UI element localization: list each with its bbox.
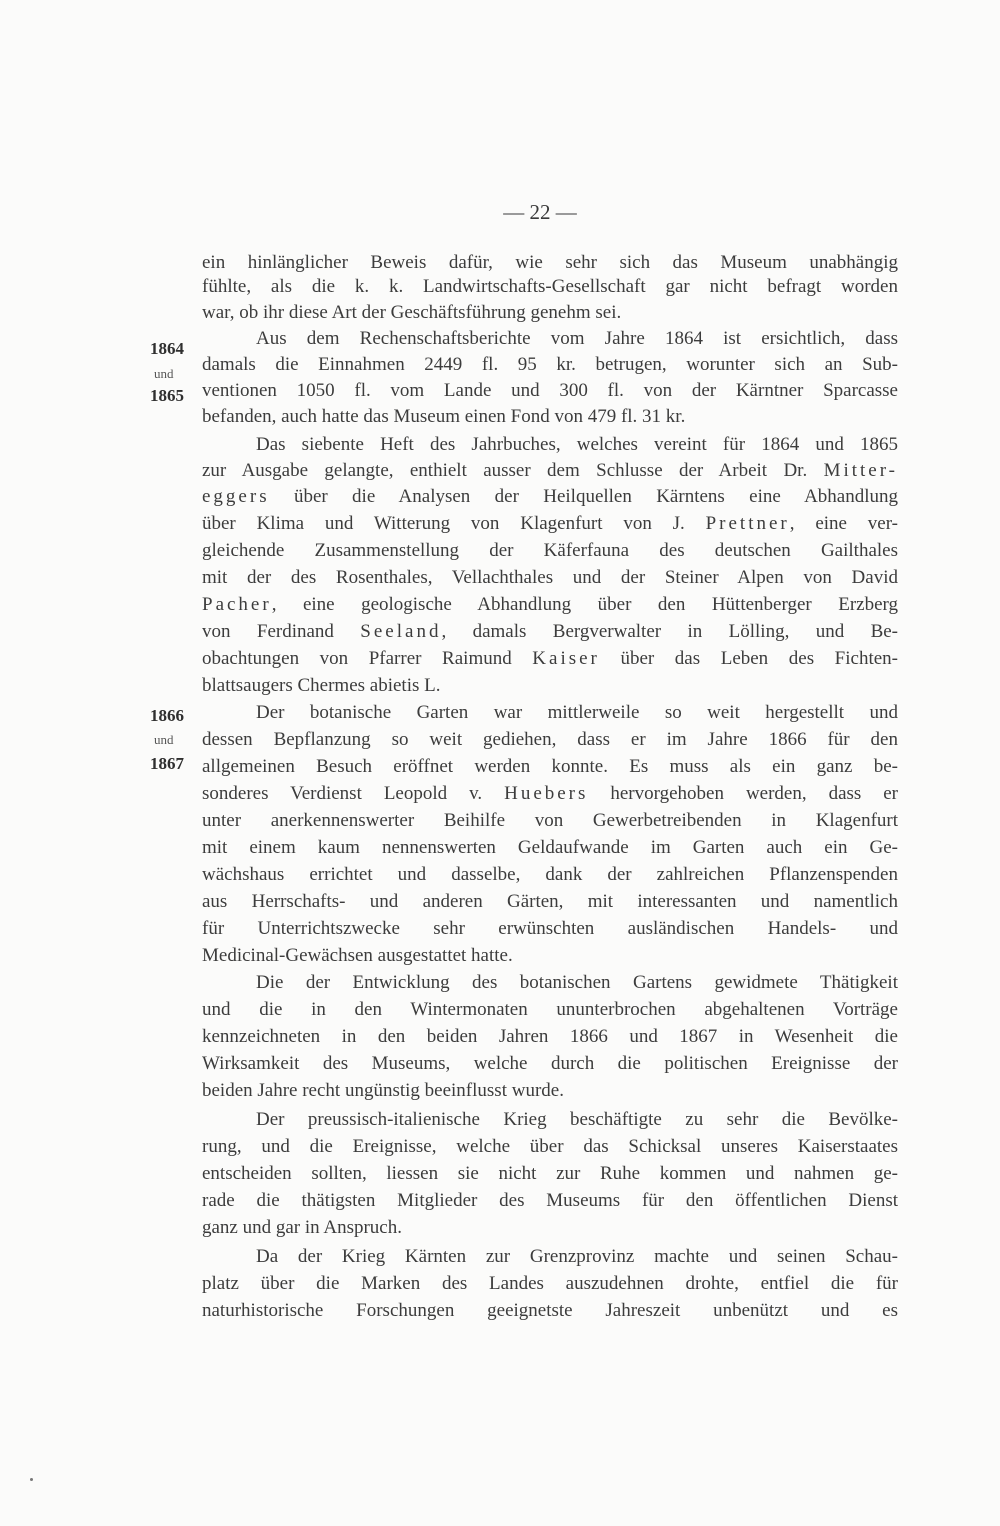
text-line: Die der Entwicklung des botanischen Gartens gewidmete Thätigkeit xyxy=(256,972,898,993)
text-line: Das siebente Heft des Jahrbuches, welches vereint für 1864 und 1865 xyxy=(256,434,898,455)
author-name: Mitter- xyxy=(823,460,898,481)
author-name: Seeland xyxy=(360,621,442,642)
paper-speck xyxy=(30,1478,33,1481)
text-line: und die in den Wintermonaten ununterbrochen abgehaltenen Vorträge xyxy=(202,999,898,1020)
margin-und: und xyxy=(154,366,174,381)
text-line: befanden, auch hatte das Museum einen Fond von 479 fl. 31 kr. xyxy=(202,406,686,427)
author-name: Pacher xyxy=(202,594,272,615)
text-line: fühlte, als die k. k. Landwirtschafts-Gesellschaft gar nicht befragt worden xyxy=(202,276,898,297)
page-number: — 22 — xyxy=(503,200,577,224)
text-line: mit der des Rosenthales, Vellachthales und der Steiner Alpen von David xyxy=(202,567,898,588)
text-line: Da der Krieg Kärnten zur Grenzprovinz machte und seinen Schau- xyxy=(256,1246,898,1267)
text-run: obachtungen von Pfarrer Raimund xyxy=(202,648,512,669)
text-run: über das Leben des Fichten- xyxy=(620,648,898,669)
margin-year-1865: 1865 xyxy=(150,386,184,405)
text-line xyxy=(202,513,898,535)
text-line xyxy=(202,621,898,643)
text-line: beiden Jahre recht ungünstig beeinflusst wurde. xyxy=(202,1080,564,1101)
text-line: rade die thätigsten Mitglieder des Museums für den öffentlichen Dienst xyxy=(202,1190,898,1211)
text-line: allgemeinen Besuch eröffnet werden konnte. Es muss als ein ganz be- xyxy=(202,756,898,777)
text-run: , damals Bergverwalter in Lölling, und Be- xyxy=(441,621,898,642)
text-line: damals die Einnahmen 2449 fl. 95 kr. betrugen, worunter sich an Sub- xyxy=(202,354,898,375)
text-run: , eine ver- xyxy=(789,513,898,534)
text-line: Der botanische Garten war mittlerweile so weit hergestellt und xyxy=(256,702,898,723)
text-line: ganz und gar in Anspruch. xyxy=(202,1217,402,1238)
text-line: aus Herrschafts- und anderen Gärten, mit interessanten und namentlich xyxy=(202,891,898,912)
author-name: Kaiser xyxy=(532,648,600,669)
author-name: eggers xyxy=(202,486,270,507)
margin-year-1867: 1867 xyxy=(150,754,184,773)
margin-und: und xyxy=(154,732,174,747)
text-line: für Unterrichtszwecke sehr erwünschten ausländischen Handels- und xyxy=(202,918,898,939)
text-line: war, ob ihr diese Art der Geschäftsführung genehm sei. xyxy=(202,302,622,323)
text-line xyxy=(202,486,898,508)
text-run: über die Analysen der Heilquellen Kärntens eine Abhandlung xyxy=(293,486,898,507)
margin-year-1864: 1864 xyxy=(150,339,184,358)
text-run: , eine geologische Abhandlung über den Hüttenberger Erzberg xyxy=(271,594,898,615)
margin-year-1866: 1866 xyxy=(150,706,184,725)
text-line: unter anerkennenswerter Beihilfe von Gewerbetreibenden in Klagenfurt xyxy=(202,810,898,831)
text-line: Der preussisch-italienische Krieg beschäftigte zu sehr die Bevölke- xyxy=(256,1109,898,1130)
text-run: sonderes Verdienst Leopold v. xyxy=(202,783,483,804)
text-line: rung, und die Ereignisse, welche über das Schicksal unseres Kaiserstaates xyxy=(202,1136,898,1157)
text-line xyxy=(202,783,898,805)
text-line: naturhistorische Forschungen geeignetste Jahreszeit unbenützt und es xyxy=(202,1300,898,1321)
text-line: wächshaus errichtet und dasselbe, dank der zahlreichen Pflanzenspenden xyxy=(202,864,898,885)
text-line: mit einem kaum nennenswerten Geldaufwande im Garten auch ein Ge- xyxy=(202,837,898,858)
text-line xyxy=(202,648,898,670)
text-line xyxy=(202,594,898,616)
text-line: gleichende Zusammenstellung der Käferfauna des deutschen Gailthales xyxy=(202,540,898,561)
text-line: platz über die Marken des Landes auszudehnen drohte, entfiel die für xyxy=(202,1273,898,1294)
text-line: dessen Bepflanzung so weit gediehen, dass er im Jahre 1866 für den xyxy=(202,729,898,750)
text-line: Aus dem Rechenschaftsberichte vom Jahre 1864 ist ersichtlich, dass xyxy=(256,328,898,349)
text-line: ein hinlänglicher Beweis dafür, wie sehr sich das Museum unabhängig xyxy=(202,252,898,273)
text-run: hervorgehoben werden, dass er xyxy=(610,783,899,804)
text-line: kennzeichneten in den beiden Jahren 1866 und 1867 in Wesenheit die xyxy=(202,1026,898,1047)
text-line: entscheiden sollten, liessen sie nicht zur Ruhe kommen und nahmen ge- xyxy=(202,1163,898,1184)
author-name: Huebers xyxy=(504,783,589,804)
author-name: Prettner xyxy=(705,513,790,534)
text-run: zur Ausgabe gelangte, enthielt ausser dem Schlusse der Arbeit Dr. xyxy=(202,460,808,481)
text-line: Wirksamkeit des Museums, welche durch die politischen Ereignisse der xyxy=(202,1053,898,1074)
text-line: blattsaugers Chermes abietis L. xyxy=(202,675,441,696)
text-line: Medicinal-Gewächsen ausgestattet hatte. xyxy=(202,945,513,966)
text-run: über Klima und Witterung von Klagenfurt von J. xyxy=(202,513,685,534)
text-line: ventionen 1050 fl. vom Lande und 300 fl. von der Kärntner Sparcasse xyxy=(202,380,898,401)
text-line xyxy=(202,460,898,482)
text-run: von Ferdinand xyxy=(202,621,334,642)
